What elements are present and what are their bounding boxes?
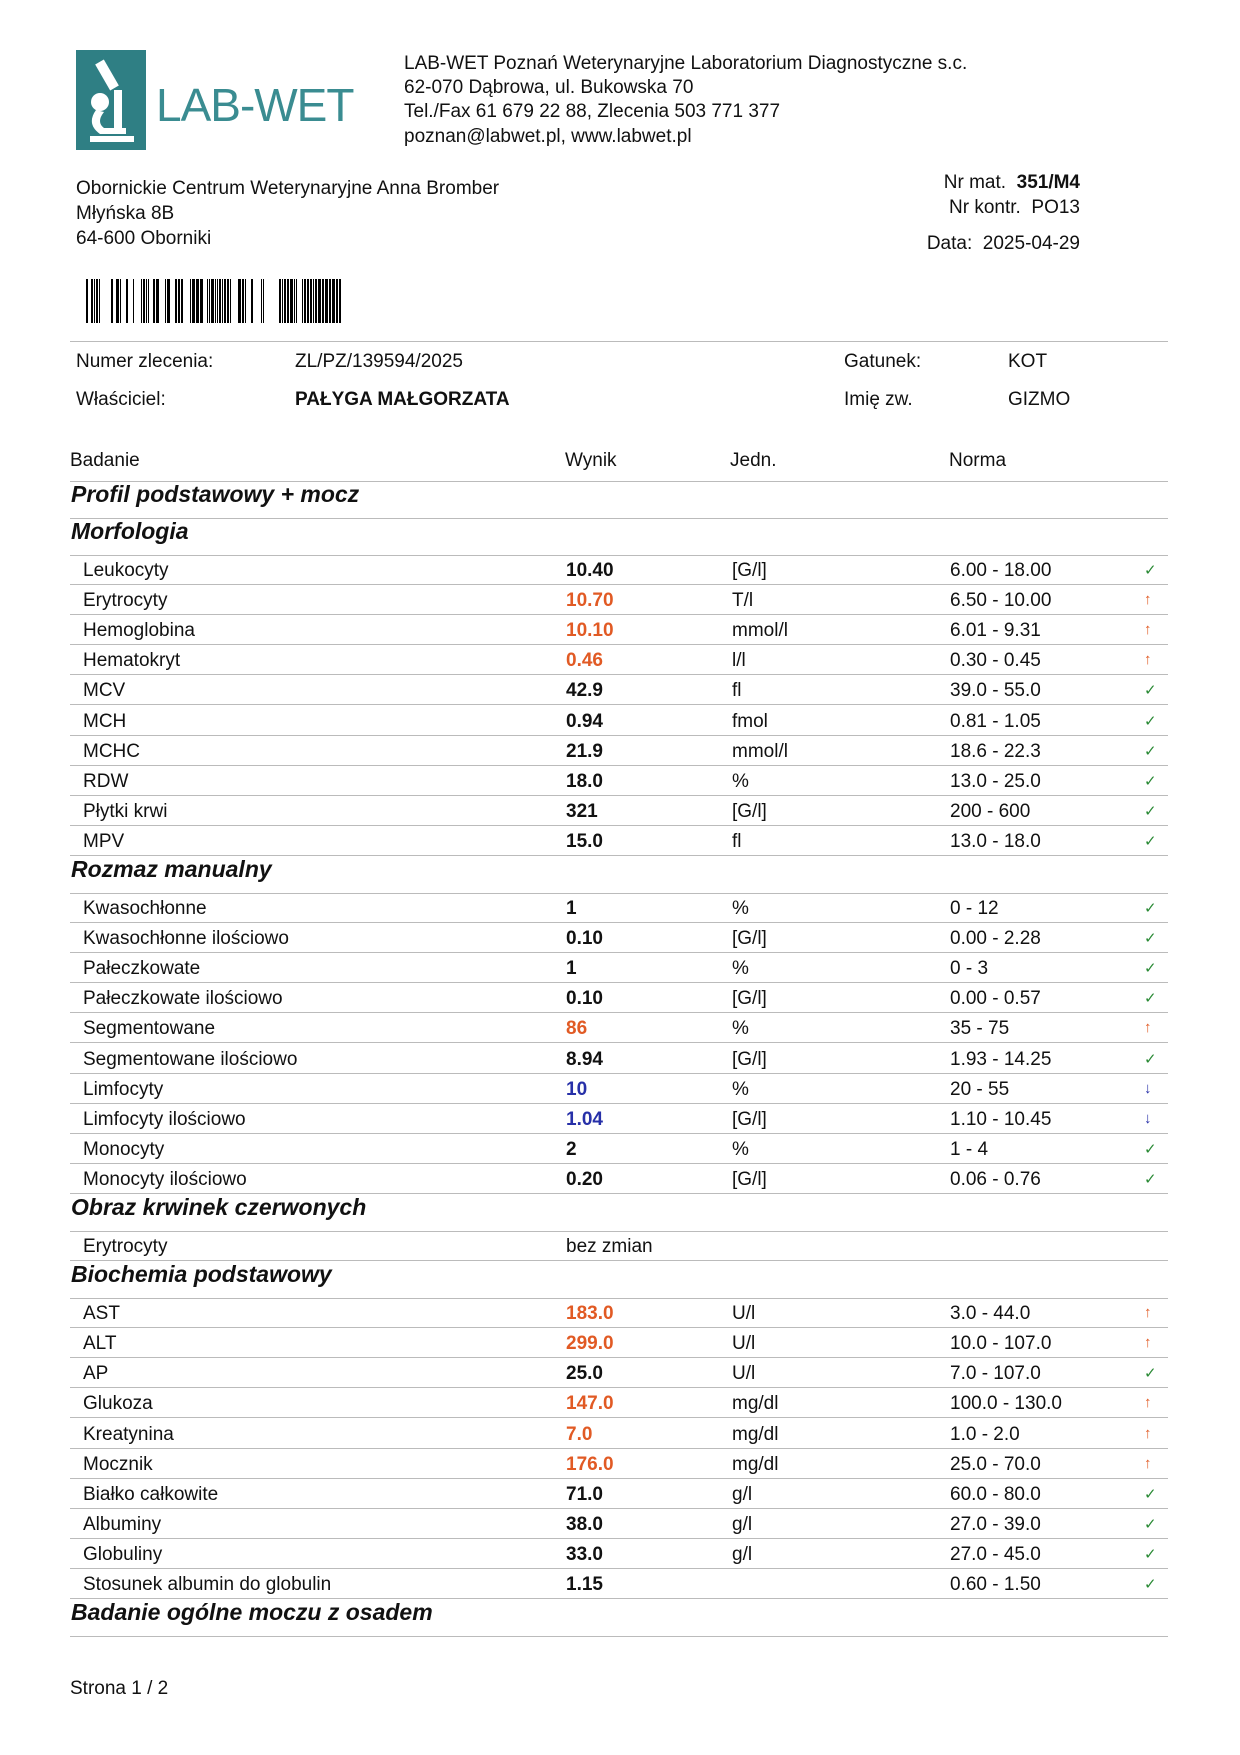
table-row — [70, 585, 1168, 615]
check-icon: ✓ — [1144, 832, 1157, 850]
test-name: Monocyty — [83, 1138, 165, 1160]
microscope-icon — [76, 50, 146, 150]
test-reference-range: 1 - 4 — [950, 1138, 989, 1160]
test-unit: U/l — [732, 1333, 756, 1355]
test-result: 183.0 — [566, 1303, 614, 1325]
table-row — [70, 1231, 1168, 1261]
test-unit: fmol — [732, 710, 768, 732]
test-name: Monocyty ilościowo — [83, 1168, 247, 1190]
table-row — [70, 893, 1168, 923]
test-reference-range: 39.0 - 55.0 — [950, 680, 1041, 702]
table-row — [70, 1569, 1168, 1599]
logo-icon — [76, 50, 146, 150]
arrow-down-icon: ↓ — [1144, 1109, 1152, 1127]
test-reference-range: 25.0 - 70.0 — [950, 1453, 1041, 1475]
barcode-icon — [86, 279, 341, 323]
col-header-badanie: Badanie — [70, 450, 140, 471]
test-name: Erytrocyty — [83, 590, 168, 612]
test-unit: [G/l] — [732, 1108, 767, 1130]
test-name: Segmentowane ilościowo — [83, 1048, 298, 1070]
test-reference-range: 0 - 12 — [950, 898, 999, 919]
clinic-city: 64-600 Oborniki — [76, 228, 212, 249]
check-icon: ✓ — [1144, 1515, 1157, 1533]
test-result: 176.0 — [566, 1453, 614, 1475]
table-row — [70, 1074, 1168, 1104]
test-unit: % — [732, 958, 749, 980]
test-reference-range: 10.0 - 107.0 — [950, 1333, 1052, 1355]
test-result: 15.0 — [566, 830, 603, 852]
profile-title: Profil podstawowy + mocz — [71, 481, 360, 507]
report-date — [927, 233, 1080, 255]
test-result: 71.0 — [566, 1483, 603, 1505]
col-header-wynik: Wynik — [565, 450, 617, 471]
table-row — [70, 1388, 1168, 1418]
test-result: 1 — [566, 898, 577, 919]
test-unit: mg/dl — [732, 1393, 779, 1415]
test-unit: mg/dl — [732, 1453, 779, 1475]
test-reference-range: 13.0 - 25.0 — [950, 770, 1041, 792]
test-unit: % — [732, 1018, 749, 1040]
test-unit: % — [732, 1138, 749, 1160]
test-name: Albuminy — [83, 1513, 162, 1535]
table-row — [70, 1449, 1168, 1479]
table-row — [70, 1539, 1168, 1569]
nr-kontr-value: PO13 — [1031, 197, 1080, 218]
test-name: RDW — [83, 770, 129, 792]
section-title: Rozmaz manualny — [71, 856, 272, 882]
table-divider — [70, 1636, 1168, 1637]
test-unit: l/l — [732, 650, 746, 672]
test-result: 86 — [566, 1018, 588, 1040]
test-result: 2 — [566, 1138, 577, 1160]
test-name: Białko całkowite — [83, 1483, 219, 1505]
table-row — [70, 706, 1168, 736]
test-result: 10.40 — [566, 560, 614, 581]
test-unit: [G/l] — [732, 800, 767, 822]
clinic-street: Młyńska 8B — [76, 203, 175, 224]
check-icon: ✓ — [1144, 1365, 1157, 1383]
check-icon: ✓ — [1144, 1576, 1157, 1593]
test-unit: % — [732, 898, 749, 919]
test-result: 25.0 — [566, 1363, 603, 1385]
table-row — [70, 1013, 1168, 1043]
test-reference-range: 6.00 - 18.00 — [950, 560, 1052, 581]
test-result: 1.15 — [566, 1574, 603, 1595]
table-row — [70, 1358, 1168, 1388]
date-label: Data: — [926, 233, 973, 254]
clinic-name: Obornickie Centrum Weterynaryjne Anna Bromber — [76, 178, 500, 199]
table-row — [70, 923, 1168, 953]
test-result: 299.0 — [566, 1333, 614, 1355]
table-row — [70, 1134, 1168, 1164]
test-name: AST — [83, 1303, 120, 1325]
nr-mat-value: 351/M4 — [1016, 172, 1080, 193]
test-reference-range: 0.60 - 1.50 — [950, 1574, 1041, 1595]
test-name: Płytki krwi — [83, 800, 168, 822]
test-unit: % — [732, 1078, 749, 1100]
check-icon: ✓ — [1144, 802, 1157, 820]
test-name: Kwasochłonne — [83, 898, 207, 919]
test-name: Hemoglobina — [83, 620, 195, 642]
table-row — [70, 1298, 1168, 1328]
check-icon: ✓ — [1144, 562, 1157, 579]
test-name: Mocznik — [83, 1453, 153, 1475]
check-icon: ✓ — [1144, 930, 1157, 948]
test-result: 147.0 — [566, 1393, 614, 1415]
section-title: Badanie ogólne moczu z osadem — [71, 1599, 433, 1626]
test-unit: mmol/l — [732, 740, 788, 762]
arrow-up-icon: ↑ — [1144, 1334, 1152, 1352]
page-number: Strona 1 / 2 — [70, 1678, 169, 1699]
table-row — [70, 615, 1168, 645]
test-name: Globuliny — [83, 1543, 163, 1565]
test-result: 42.9 — [566, 680, 603, 702]
test-reference-range: 0.81 - 1.05 — [950, 710, 1041, 732]
test-unit: [G/l] — [732, 1168, 767, 1190]
arrow-up-icon: ↑ — [1144, 1019, 1152, 1037]
check-icon: ✓ — [1144, 682, 1157, 700]
nr-mat — [944, 172, 1080, 194]
test-unit: mg/dl — [732, 1423, 779, 1445]
test-reference-range: 13.0 - 18.0 — [950, 830, 1041, 852]
arrow-up-icon: ↑ — [1144, 1424, 1152, 1442]
table-row — [70, 1419, 1168, 1449]
arrow-up-icon: ↑ — [1144, 1304, 1152, 1322]
test-reference-range: 0.06 - 0.76 — [950, 1168, 1041, 1190]
test-reference-range: 60.0 - 80.0 — [950, 1483, 1041, 1505]
test-reference-range: 1.0 - 2.0 — [950, 1423, 1020, 1445]
test-result: 0.94 — [566, 710, 603, 732]
test-unit: g/l — [732, 1483, 753, 1505]
section-title: Biochemia podstawowy — [71, 1261, 332, 1288]
test-reference-range: 18.6 - 22.3 — [950, 740, 1041, 762]
table-row — [70, 826, 1168, 856]
test-reference-range: 1.10 - 10.45 — [950, 1108, 1052, 1130]
table-row — [70, 645, 1168, 675]
test-result: 33.0 — [566, 1543, 603, 1565]
test-name: Glukoza — [83, 1393, 153, 1415]
table-row — [70, 1479, 1168, 1509]
test-unit: % — [732, 770, 749, 792]
check-icon: ✓ — [1144, 1140, 1157, 1158]
test-name: Limfocyty — [83, 1078, 164, 1100]
check-icon: ✓ — [1144, 772, 1157, 790]
test-unit: [G/l] — [732, 988, 767, 1010]
arrow-up-icon: ↑ — [1144, 621, 1152, 639]
section-title: Morfologia — [71, 518, 189, 544]
test-result: 10 — [566, 1078, 588, 1100]
table-divider — [70, 518, 1168, 519]
check-icon: ✓ — [1144, 990, 1157, 1008]
nr-mat-label: Nr mat. — [943, 172, 1007, 193]
test-result: 38.0 — [566, 1513, 603, 1535]
test-result: 1.04 — [566, 1108, 603, 1130]
table-row — [70, 766, 1168, 796]
test-name: Leukocyty — [83, 560, 169, 581]
table-row — [70, 983, 1168, 1013]
animal-name-value: GIZMO — [1008, 389, 1071, 410]
test-result: 0.46 — [566, 650, 603, 672]
test-unit: U/l — [732, 1303, 756, 1325]
test-reference-range: 200 - 600 — [950, 800, 1031, 822]
test-reference-range: 6.01 - 9.31 — [950, 620, 1041, 642]
col-header-norma: Norma — [949, 450, 1007, 471]
test-name: MPV — [83, 830, 125, 852]
check-icon: ✓ — [1144, 900, 1157, 917]
owner-value: PAŁYGA MAŁGORZATA — [295, 389, 510, 410]
check-icon: ✓ — [1144, 742, 1157, 760]
test-reference-range: 27.0 - 39.0 — [950, 1513, 1041, 1535]
section-title: Obraz krwinek czerwonych — [71, 1194, 367, 1220]
test-unit: g/l — [732, 1543, 753, 1565]
divider — [70, 341, 1168, 342]
lab-name: LAB-WET Poznań Weterynaryjne Laboratorium Diagnostyczne s.c. — [404, 53, 968, 74]
test-result: 8.94 — [566, 1048, 603, 1070]
check-icon: ✓ — [1144, 1050, 1157, 1068]
test-result: bez zmian — [566, 1236, 653, 1257]
test-reference-range: 20 - 55 — [950, 1078, 1010, 1100]
test-name: Pałeczkowate — [83, 958, 201, 980]
test-result: 10.70 — [566, 590, 614, 612]
arrow-up-icon: ↑ — [1144, 1454, 1152, 1472]
test-unit: fl — [732, 680, 742, 702]
test-name: Pałeczkowate ilościowo — [83, 988, 283, 1010]
test-name: MCH — [83, 710, 127, 732]
table-row — [70, 796, 1168, 826]
table-row — [70, 953, 1168, 983]
table-row — [70, 736, 1168, 766]
order-number-value: ZL/PZ/139594/2025 — [295, 351, 463, 372]
logo-text: LAB-WET — [156, 79, 354, 131]
test-result: 0.20 — [566, 1168, 603, 1190]
test-reference-range: 3.0 - 44.0 — [950, 1303, 1031, 1325]
test-reference-range: 0.30 - 0.45 — [950, 650, 1041, 672]
test-reference-range: 100.0 - 130.0 — [950, 1393, 1062, 1415]
test-result: 0.10 — [566, 928, 603, 950]
table-row — [70, 1328, 1168, 1358]
arrow-up-icon: ↑ — [1144, 651, 1152, 669]
test-reference-range: 1.93 - 14.25 — [950, 1048, 1052, 1070]
test-name: Erytrocyty — [83, 1236, 168, 1257]
check-icon: ✓ — [1144, 1485, 1157, 1503]
test-name: Stosunek albumin do globulin — [83, 1574, 332, 1595]
nr-kontr — [949, 197, 1080, 219]
test-unit: [G/l] — [732, 560, 767, 581]
arrow-up-icon: ↑ — [1144, 591, 1152, 609]
test-reference-range: 7.0 - 107.0 — [950, 1363, 1041, 1385]
test-result: 1 — [566, 958, 577, 980]
arrow-down-icon: ↓ — [1144, 1079, 1152, 1097]
test-result: 10.10 — [566, 620, 614, 642]
arrow-up-icon: ↑ — [1144, 1394, 1152, 1412]
test-name: Kreatynina — [83, 1423, 174, 1445]
test-unit: [G/l] — [732, 1048, 767, 1070]
check-icon: ✓ — [1144, 712, 1157, 730]
check-icon: ✓ — [1144, 960, 1157, 978]
date-value: 2025-04-29 — [982, 233, 1080, 254]
nr-kontr-label: Nr kontr. — [949, 197, 1021, 218]
table-row — [70, 1044, 1168, 1074]
test-reference-range: 6.50 - 10.00 — [950, 590, 1052, 612]
test-name: Kwasochłonne ilościowo — [83, 928, 289, 950]
test-result: 321 — [566, 800, 598, 822]
owner-label: Właściciel: — [76, 389, 166, 410]
test-unit: fl — [732, 830, 742, 852]
test-name: ALT — [83, 1333, 117, 1355]
table-row — [70, 1104, 1168, 1134]
lab-address: 62-070 Dąbrowa, ul. Bukowska 70 — [404, 77, 694, 98]
test-unit: [G/l] — [732, 928, 767, 950]
table-row — [70, 1164, 1168, 1194]
species-value: KOT — [1008, 351, 1048, 372]
check-icon: ✓ — [1144, 1170, 1157, 1188]
test-name: MCHC — [83, 740, 140, 762]
table-row — [70, 675, 1168, 705]
test-name: Segmentowane — [83, 1018, 216, 1040]
test-unit: T/l — [732, 590, 754, 612]
test-result: 0.10 — [566, 988, 603, 1010]
col-header-jedn: Jedn. — [730, 450, 777, 471]
test-name: MCV — [83, 680, 126, 702]
order-number-label: Numer zlecenia: — [76, 351, 214, 372]
test-reference-range: 35 - 75 — [950, 1018, 1010, 1040]
test-result: 18.0 — [566, 770, 603, 792]
test-reference-range: 0.00 - 2.28 — [950, 928, 1041, 950]
lab-phone: Tel./Fax 61 679 22 88, Zlecenia 503 771 377 — [404, 101, 781, 122]
species-label: Gatunek: — [844, 351, 922, 372]
test-unit: g/l — [732, 1513, 753, 1535]
test-result: 21.9 — [566, 740, 603, 762]
test-name: AP — [83, 1363, 109, 1385]
test-reference-range: 0.00 - 0.57 — [950, 988, 1041, 1010]
table-row — [70, 1509, 1168, 1539]
test-name: Hematokryt — [83, 650, 181, 672]
test-unit: mmol/l — [732, 620, 788, 642]
lab-contact: poznan@labwet.pl, www.labwet.pl — [404, 126, 692, 147]
animal-name-label: Imię zw. — [844, 389, 913, 410]
check-icon: ✓ — [1144, 1545, 1157, 1563]
test-reference-range: 27.0 - 45.0 — [950, 1543, 1041, 1565]
test-result: 7.0 — [566, 1423, 593, 1445]
test-reference-range: 0 - 3 — [950, 958, 989, 980]
table-row — [70, 555, 1168, 585]
test-unit: U/l — [732, 1363, 756, 1385]
test-name: Limfocyty ilościowo — [83, 1108, 246, 1130]
